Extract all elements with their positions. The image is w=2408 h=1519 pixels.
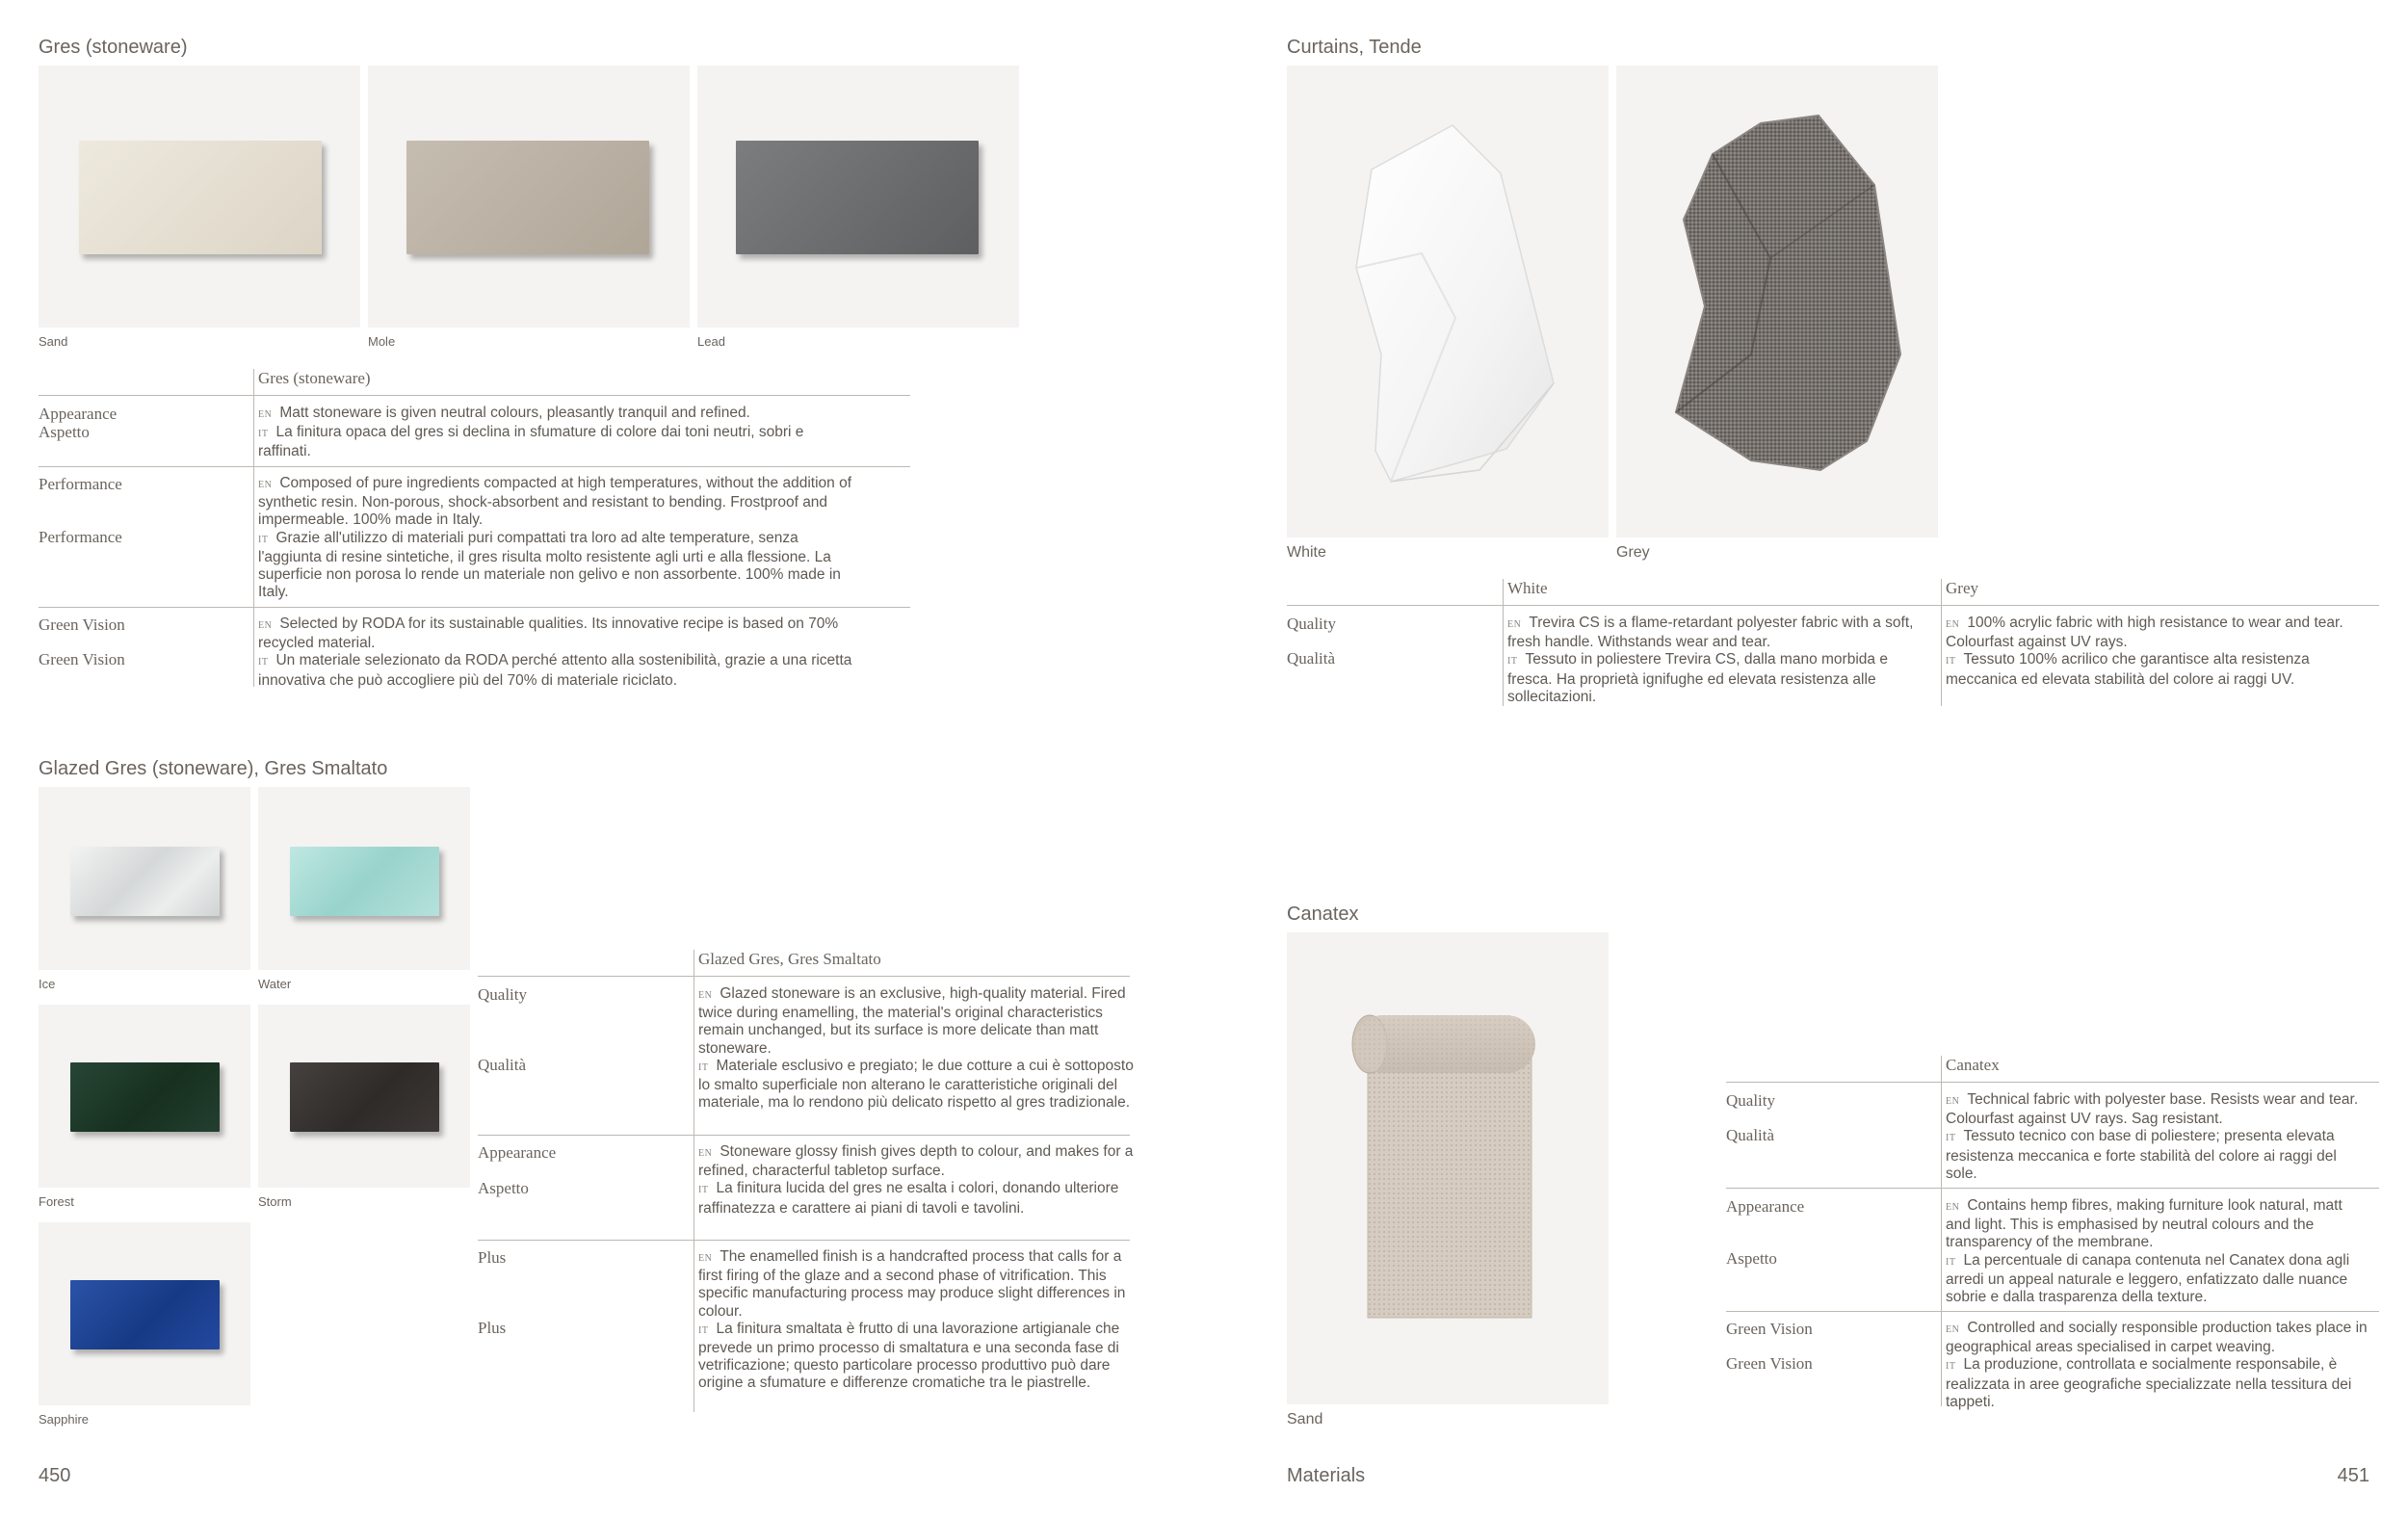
row-text: EN The enamelled finish is a handcrafted process that calls for a first firing of the glaze and a second phase of vitrification. This specific manufacturing process may produce slight differences in colour. IT La finitura smaltata è frutto di una lavorazione artigianale che prevede un primo processo di smaltatura e una seconda fase di vetrificazione; questo particolare processo produttivo può dare origine a sfumature e differenze cromatiche tra le piastrelle.	[698, 1248, 1126, 1392]
row-label: Plus	[478, 1319, 507, 1337]
divider	[478, 976, 1130, 977]
divider	[1726, 1311, 2379, 1312]
row-text: EN Glazed stoneware is an exclusive, high-quality material. Fired twice during enamelling, the material's original characteristics remain unchanged, but its surface is more delicate than matt stoneware. IT Materiale esclusivo e pregiato; le due cotture a cui è sottoposto lo smalto superficiale non alterano le caratteristiche originali del materiale, ma lo rendono più delicato rispetto al gres tradizionale.	[698, 985, 1134, 1112]
row-label: Qualità	[478, 1056, 527, 1074]
page-number-left: 450	[39, 1465, 71, 1486]
tile-water	[290, 847, 439, 916]
swatch-label: Mole	[368, 334, 396, 349]
row-label: Aspetto	[1726, 1249, 1777, 1268]
row-text: EN Stoneware glossy finish gives depth to colour, and makes for a refined, characterful tabletop surface. IT La finitura lucida del gres ne esalta i colori, donando ulteriore raffinatezza e carattere ai piani di tavoli e tavolini.	[698, 1143, 1134, 1217]
divider	[39, 607, 910, 608]
divider	[478, 1135, 1130, 1136]
tile-sapphire	[70, 1280, 220, 1349]
gres-heading: Gres (stoneware)	[39, 37, 188, 58]
row-label: Appearance	[1726, 1197, 1805, 1216]
row-text: EN Contains hemp fibres, making furniture look natural, matt and light. This is emphasised by neutral colours and the transparency of the membrane. IT La percentuale di canapa contenuta nel Canatex dona agli arredi un appeal naturale e leggero, enfatizzato dalle nuance sobrie e dalla trasparenza della texture.	[1946, 1197, 2350, 1306]
divider	[1941, 1056, 1942, 1406]
swatch-label: Sand	[39, 334, 68, 349]
swatch-storm	[258, 1005, 470, 1188]
swatch-curtain-white	[1287, 65, 1609, 537]
row-label: Quality	[1726, 1091, 1775, 1110]
divider	[1726, 1082, 2379, 1083]
page-number-right: 451	[2337, 1465, 2369, 1486]
tile-storm	[290, 1062, 439, 1132]
row-label: Appearance	[39, 405, 118, 423]
row-text: EN Composed of pure ingredients compacted at high temperatures, without the addition of synthetic resin. Non-porous, shock-absorbent and resistant to bending. Frostproof and impermeable. 100% made in Italy. IT Grazie all'utilizzo di materiali puri compattati tra loro ad alte temperature, senza l'aggiunta di resine sintetiche, il gres risulta molto resistente agli urti e alla flessione. La superficie non porosa lo rende un materiale non gelivo e non assorbente. 100% made in Italy.	[258, 475, 852, 601]
row-label: Performance	[39, 528, 122, 546]
row-label: Aspetto	[39, 423, 90, 441]
row-label: Plus	[478, 1248, 507, 1267]
row-text: EN Technical fabric with polyester base. Resists wear and tear. Colourfast against UV rays. Sag resistant. IT Tessuto tecnico con base di poliestere; presenta elevata resistenza meccanica e forte stabilità del colore ai raggi del sole.	[1946, 1091, 2359, 1182]
swatch-label: Water	[258, 977, 292, 991]
divider	[39, 466, 910, 467]
row-label: Quality	[1287, 615, 1336, 633]
row-label: Green Vision	[1726, 1320, 1813, 1338]
divider	[1287, 605, 2379, 606]
tile-mole	[406, 141, 649, 254]
tile-forest	[70, 1062, 220, 1132]
swatch-label: Forest	[39, 1194, 74, 1209]
tile-ice	[70, 847, 220, 916]
curtain-grey-fabric	[1616, 65, 1938, 537]
row-label: Green Vision	[39, 615, 125, 634]
row-label: Qualità	[1287, 649, 1336, 668]
divider	[1726, 1188, 2379, 1189]
swatch-curtain-grey	[1616, 65, 1938, 537]
row-label: Aspetto	[478, 1179, 529, 1197]
swatch-label: Sand	[1287, 1411, 1323, 1427]
canatex-heading: Canatex	[1287, 904, 1359, 925]
tile-sand	[79, 141, 322, 254]
swatch-forest	[39, 1005, 250, 1188]
row-text: EN Trevira CS is a flame-retardant polyester fabric with a soft, fresh handle. Withstands wear and tear. IT Tessuto in poliestere Trevira CS, dalla mano morbida e fresca. Ha proprietà ignifughe ed elevata resistenza alle sollecitazioni.	[1507, 615, 1914, 705]
swatch-mole	[368, 65, 690, 327]
row-text: EN Controlled and socially responsible production takes place in geographical areas specialised in carpet weaving. IT La produzione, controllata e socialmente responsabile, è realizzata in aree geografiche specializzate nella tessitura dei tappeti.	[1946, 1320, 2368, 1410]
table-title: White	[1507, 579, 1548, 597]
swatch-ice	[39, 787, 250, 970]
swatch-label: Ice	[39, 977, 56, 991]
divider	[1503, 579, 1504, 706]
swatch-sand	[39, 65, 360, 327]
row-text: EN Matt stoneware is given neutral colours, pleasantly tranquil and refined. IT La finitura opaca del gres si declina in sfumature di colore dai toni neutri, sobri e raffinati.	[258, 405, 804, 460]
swatch-label: White	[1287, 544, 1326, 561]
table-title: Gres (stoneware)	[258, 369, 371, 387]
row-label: Appearance	[478, 1143, 557, 1162]
row-text: EN 100% acrylic fabric with high resistance to wear and tear. Colourfast against UV rays. IT Tessuto 100% acrilico che garantisce alta resistenza meccanica ed elevata stabilità del colore ai raggi UV.	[1946, 615, 2343, 688]
canatex-fabric-roll	[1287, 932, 1609, 1404]
divider	[253, 369, 254, 687]
divider	[39, 395, 910, 396]
divider	[478, 1240, 1130, 1241]
curtains-heading: Curtains, Tende	[1287, 37, 1422, 58]
swatch-water	[258, 787, 470, 970]
row-label: Green Vision	[39, 650, 125, 668]
curtain-white-fabric	[1287, 65, 1609, 537]
swatch-label: Storm	[258, 1194, 292, 1209]
row-label: Quality	[478, 985, 527, 1004]
swatch-lead	[697, 65, 1019, 327]
section-name: Materials	[1287, 1465, 1366, 1486]
divider	[1941, 579, 1942, 706]
swatch-canatex-sand	[1287, 932, 1609, 1404]
swatch-sapphire	[39, 1222, 250, 1405]
row-label: Green Vision	[1726, 1354, 1813, 1373]
glazed-heading: Glazed Gres (stoneware), Gres Smaltato	[39, 758, 388, 779]
row-text: EN Selected by RODA for its sustainable qualities. Its innovative recipe is based on 70% recycled material. IT Un materiale selezionato da RODA perché attento alla sostenibilità, grazie a una ricetta innovativa che può accogliere più del 70% di materiale riciclato.	[258, 615, 852, 689]
swatch-label: Sapphire	[39, 1412, 90, 1427]
table-title: Grey	[1946, 579, 1978, 597]
table-title: Canatex	[1946, 1056, 2000, 1074]
swatch-label: Grey	[1616, 544, 1650, 561]
tile-lead	[736, 141, 979, 254]
swatch-label: Lead	[697, 334, 725, 349]
row-label: Performance	[39, 475, 122, 493]
table-title: Glazed Gres, Gres Smaltato	[698, 950, 881, 968]
row-label: Qualità	[1726, 1126, 1775, 1144]
